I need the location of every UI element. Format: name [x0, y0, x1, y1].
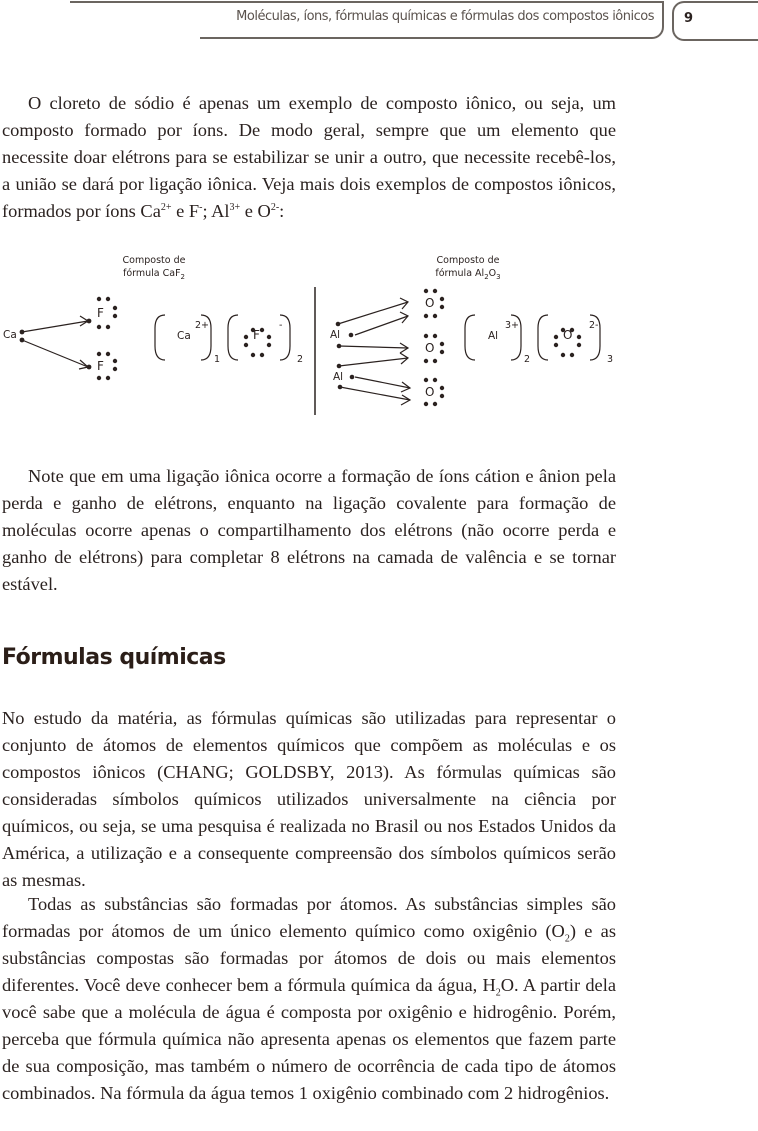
page-number-box: [672, 1, 758, 41]
p4-sub-b: 2: [495, 987, 501, 999]
f-anion-count: 2: [297, 354, 304, 365]
caption-caf2-line2: fórmula CaF: [122, 268, 181, 279]
p1-text-a: O cloreto de sódio é apenas um exemplo de composto iônico, ou seja, um composto formado por íons. De modo geral, sempre que um elemento que necessite doar elétrons para se estabilizar se unir a outro, que necessite recebê-los, a união se dará por ligação iônica. Veja mais dois exemplos de compostos iônicos, formados por íons Ca: [2, 93, 616, 221]
caption-al2o3-sub1: 2: [484, 272, 489, 281]
paragraph-chemical-formulas-intro: [2, 705, 616, 894]
paragraph-substances: [2, 891, 616, 1107]
p4-text-c: O. A partir dela você sabe que a molécula de água é composta por oxigênio e hidrogênio. Porém, perceba que fórmula química não apresenta apenas os elementos que fazem parte de sua composição, mas também o número de ocorrência de cada tipo de átomos combinados. Na fórmula da água temos 1 oxigênio combinado com 2 hidrogênios.: [2, 975, 616, 1103]
caption-caf2-sub: 2: [180, 272, 186, 281]
p1-text-d: e O: [240, 201, 271, 221]
o-anion-symbol: O: [563, 328, 573, 342]
p1-text-b: e F: [171, 201, 200, 221]
lewis-diagram-drawing: [0, 250, 620, 420]
p4-sub-a: 2: [564, 933, 570, 945]
o-anion-charge: 2-: [589, 320, 599, 331]
caption-al2o3-line1: Composto de: [436, 255, 500, 266]
o-acceptor-symbol-1: O: [425, 296, 435, 310]
lewis-ionic-figure: [0, 250, 620, 420]
al-donor-symbol-1: Al: [330, 329, 341, 341]
ca-cation-symbol: Ca: [177, 330, 191, 342]
p4-text-b: ) e as substâncias compostas são formadas por átomos de dois ou mais elementos diferentes. Você deve conhecer bem a fórmula química da água, H: [2, 921, 616, 995]
al-cation-charge: 3+: [505, 320, 520, 331]
p4-text-a: Todas as substâncias são formadas por átomos. As substâncias simples são formadas por átomos de um único elemento químico como oxigênio (O: [2, 894, 616, 941]
p2-text: Note que em uma ligação iônica ocorre a formação de íons cátion e ânion pela perda e ganho de elétrons, enquanto na ligação covalente para formação de moléculas ocorre apenas o compartilhamento dos elétrons (não ocorre perda e ganho de elétrons) para completar 8 elétrons na camada de valência e se tornar estável.: [2, 466, 616, 594]
p1-sup-a: 2+: [160, 201, 172, 213]
p1-sup-d: 2-: [270, 201, 280, 213]
caption-caf2-line1: Composto de: [122, 255, 186, 266]
o-anion-count: 3: [607, 354, 614, 365]
paragraph-ionic-vs-covalent: [2, 463, 616, 598]
f-acceptor-symbol-1: F: [97, 306, 104, 320]
page-number: 9: [684, 11, 694, 26]
f-anion-charge: -: [279, 320, 283, 331]
caption-al2o3-line2: fórmula Al: [435, 268, 485, 279]
paragraph-ionic-compounds: [2, 90, 616, 225]
section-title: Fórmulas químicas: [2, 645, 226, 670]
ca-donor-symbol: Ca: [3, 329, 17, 341]
ca-cation-charge: 2+: [195, 320, 210, 331]
p1-text-e: :: [279, 201, 285, 221]
running-header: [200, 1, 664, 39]
al-donor-symbol-2: Al: [333, 371, 344, 383]
f-anion-symbol: F: [253, 328, 260, 342]
caption-al2o3-mid: O: [488, 268, 497, 279]
f-acceptor-symbol-2: F: [97, 359, 104, 373]
p1-sup-c: 3+: [229, 201, 241, 213]
al-cation-count: 2: [524, 354, 531, 365]
p1-sup-b: -: [199, 201, 203, 213]
ca-cation-count: 1: [214, 354, 221, 365]
p1-text-c: ; Al: [202, 201, 230, 221]
o-acceptor-symbol-2: O: [425, 341, 435, 355]
al-cation-symbol: Al: [488, 330, 499, 342]
caption-al2o3-sub2: 3: [496, 272, 501, 281]
p3-text: No estudo da matéria, as fórmulas químicas são utilizadas para representar o conjunto de átomos de elementos químicos que compõem as moléculas e os compostos iônicos (CHANG; GOLDSBY, 2013). As fórmulas químicas são consideradas símbolos químicos utilizados universalmente na ciência por químicos, ou seja, se uma pesquisa é realizada no Brasil ou nos Estados Unidos da América, a utilização e a consequente compreensão dos símbolos químicos serão as mesmas.: [2, 708, 616, 890]
o-acceptor-symbol-3: O: [425, 385, 435, 399]
running-header-title: Moléculas, íons, fórmulas químicas e fórmulas dos compostos iônicos: [236, 9, 654, 24]
